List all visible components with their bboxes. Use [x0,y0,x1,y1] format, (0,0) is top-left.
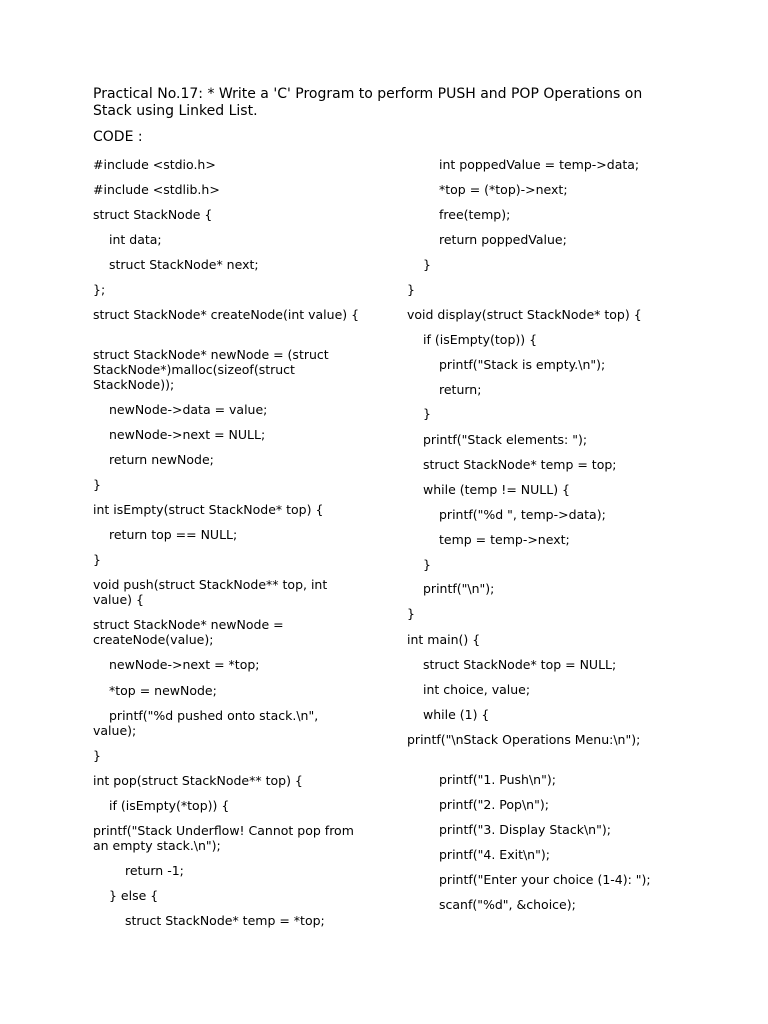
code-line: return -1; [125,863,184,878]
code-line: *top = (*top)->next; [439,182,568,197]
code-line: printf("3. Display Stack\n"); [439,822,611,837]
code-line: } [423,557,431,572]
code-line: free(temp); [439,207,511,222]
code-line: int main() { [407,632,481,647]
code-line: } [423,406,431,421]
code-line: scanf("%d", &choice); [439,897,576,912]
code-line: return newNode; [109,452,214,467]
code-line: if (isEmpty(top)) { [423,332,538,347]
code-line: } [407,606,415,621]
code-line: if (isEmpty(*top)) { [109,798,230,813]
code-line: }; [93,282,106,297]
code-line: *top = newNode; [109,683,217,698]
code-line: struct StackNode* temp = top; [423,457,617,472]
code-line: int pop(struct StackNode** top) { [93,773,303,788]
code-line: printf("1. Push\n"); [439,772,556,787]
code-line: struct StackNode* newNode = (struct StackNode*)malloc(sizeof(struct StackNode)); [93,347,329,392]
code-line: } [93,748,101,763]
code-line: int isEmpty(struct StackNode* top) { [93,502,324,517]
code-line: } [93,552,101,567]
code-line: printf("Stack is empty.\n"); [439,357,606,372]
practical-title: Practical No.17: * Write a 'C' Program to perform PUSH and POP Operations on Stack using Linked List. [93,86,643,119]
code-line: printf("\nStack Operations Menu:\n"); [407,732,641,747]
code-line: printf("4. Exit\n"); [439,847,550,862]
code-label: CODE : [93,129,143,145]
code-line: printf("2. Pop\n"); [439,797,549,812]
code-line: printf("Stack elements: "); [423,432,588,447]
code-line: struct StackNode { [93,207,213,222]
code-line: } [93,477,101,492]
code-line: temp = temp->next; [439,532,570,547]
code-line: return; [439,382,482,397]
code-line: printf("%d ", temp->data); [439,507,606,522]
code-line: struct StackNode* newNode = createNode(value); [93,617,284,647]
code-line: } [407,282,415,297]
code-line: printf("Enter your choice (1-4): "); [439,872,651,887]
code-line: void push(struct StackNode** top, int value) { [93,577,328,607]
code-line: while (1) { [423,707,490,722]
code-line: printf("%d pushed onto stack.\n", value); [93,708,319,738]
code-line: return top == NULL; [109,527,238,542]
code-line: newNode->next = *top; [109,657,260,672]
code-line: printf("Stack Underflow! Cannot pop from an empty stack.\n"); [93,823,354,853]
code-line: #include <stdio.h> [93,157,216,172]
code-line: struct StackNode* temp = *top; [125,913,325,928]
code-line: struct StackNode* top = NULL; [423,657,617,672]
code-line: int choice, value; [423,682,531,697]
code-line: newNode->next = NULL; [109,427,266,442]
code-line: } else { [109,888,159,903]
code-line: newNode->data = value; [109,402,268,417]
code-line: #include <stdlib.h> [93,182,220,197]
code-line: void display(struct StackNode* top) { [407,307,642,322]
code-line: int data; [109,232,162,247]
code-line: int poppedValue = temp->data; [439,157,640,172]
code-line: struct StackNode* createNode(int value) { [93,307,360,322]
code-line: printf("\n"); [423,581,495,596]
code-line: } [423,257,431,272]
code-line: struct StackNode* next; [109,257,259,272]
code-line: while (temp != NULL) { [423,482,570,497]
code-line: return poppedValue; [439,232,567,247]
